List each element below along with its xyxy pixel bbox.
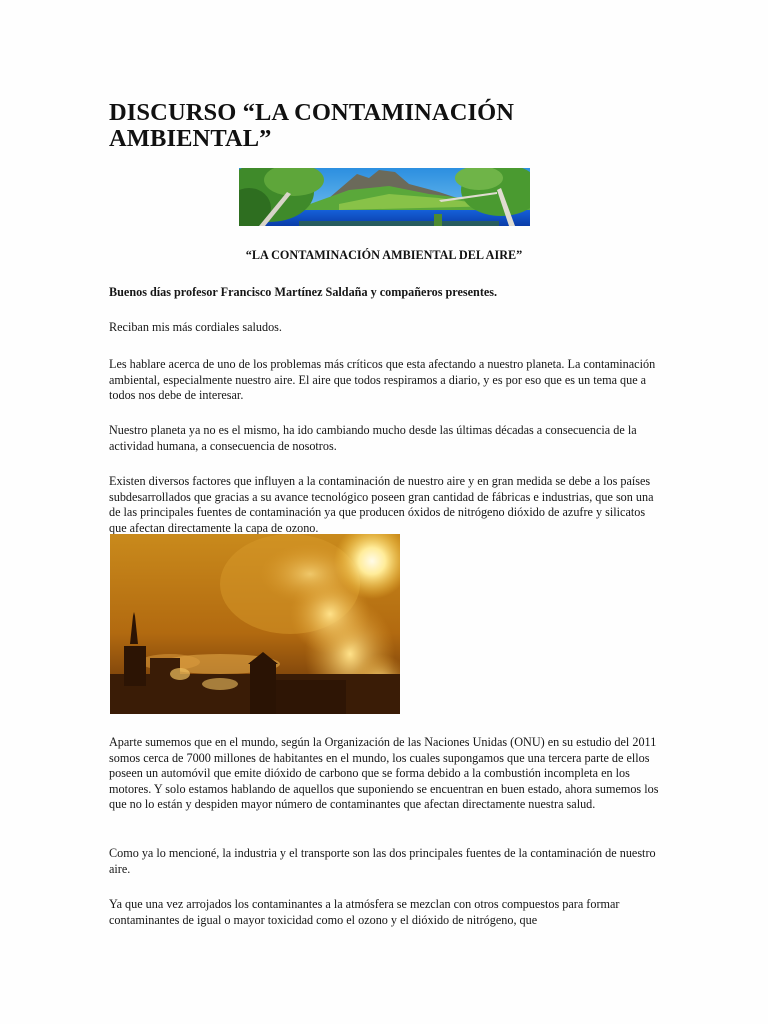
paragraph-3: Nuestro planeta ya no es el mismo, ha ido cambiando mucho desde las últimas décadas a consecuencia de la actividad humana, a consecuencia de nosotros. — [109, 423, 637, 453]
paragraph-7: Ya que una vez arrojados los contaminantes a la atmósfera se mezclan con otros compuestos para formar contaminantes de igual o mayor toxicidad como el ozono y el dióxido de nitrógeno, que — [109, 897, 620, 927]
paragraph-1: Reciban mis más cordiales saludos. — [109, 320, 282, 334]
paragraph-4: Existen diversos factores que influyen a la contaminación de nuestro aire y en gran medida se debe a los países subdesarrollados que gracias a su avance tecnológico poseen gran cantidad de fábricas e industrias, que son una de las principales fuentes de contaminación ya que producen óxidos de nitrógeno dióxido de azufre y silicatos que afectan directamente la capa de ozono. — [109, 474, 654, 535]
document-subtitle: “LA CONTAMINACIÓN AMBIENTAL DEL AIRE” — [245, 248, 523, 262]
paragraph-5: Aparte sumemos que en el mundo, según la Organización de las Naciones Unidas (ONU) en su estudio del 2011 somos cerca de 7000 millones de habitantes en el mundo, los cuales supongamos que una tercera parte de ellos poseen un automóvil que emite dióxido de carbono que se forma debido a la combustión incompleta en los motores. Y solo estamos hablando de aquellos que suponiendo se encuentran en buen estado, ahora sumemos los que no lo están y despiden mayor número de contaminantes que afectan directamente nuestra salud. — [109, 735, 659, 811]
landscape-image — [239, 168, 530, 226]
paragraph-6: Como ya lo mencioné, la industria y el transporte son las dos principales fuentes de la contaminación de nuestro aire. — [109, 846, 656, 876]
smog-image — [110, 534, 400, 714]
greeting-paragraph: Buenos días profesor Francisco Martínez Saldaña y compañeros presentes. — [109, 285, 498, 299]
document-title: DISCURSO “LA CONTAMINACIÓN AMBIENTAL” — [109, 99, 515, 152]
paragraph-2: Les hablare acerca de uno de los problemas más críticos que esta afectando a nuestro planeta. La contaminación ambiental, especialmente nuestro aire. El aire que todos respiramos a diario, y es por eso que es un tema que a todos nos debe de interesar. — [109, 357, 656, 402]
